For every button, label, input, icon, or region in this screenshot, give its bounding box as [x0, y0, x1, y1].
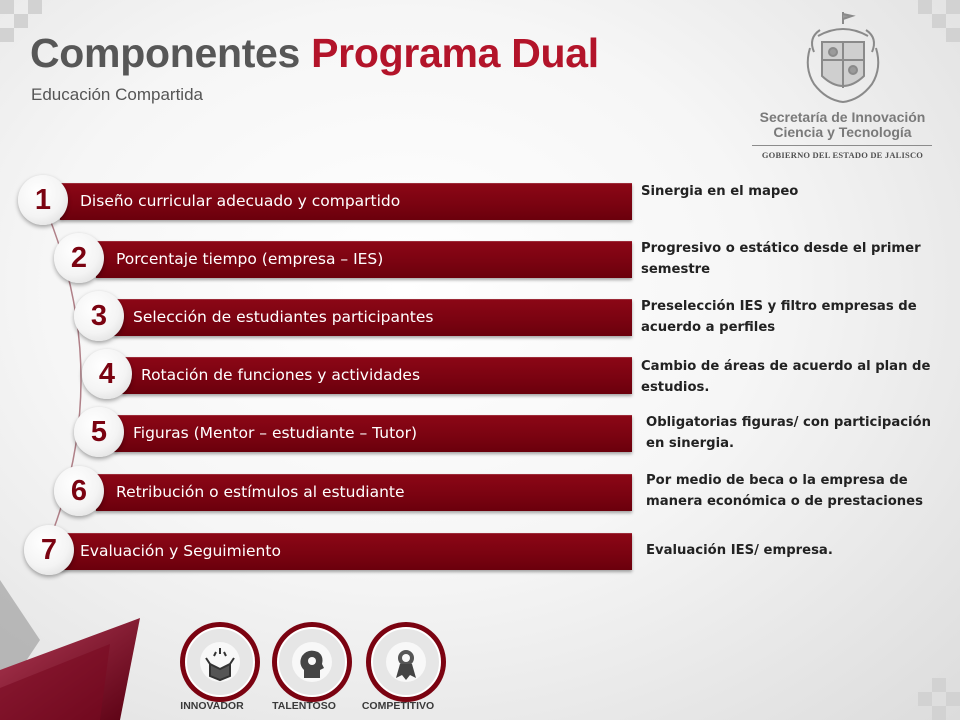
head-gear-icon: [270, 620, 354, 704]
component-label: Evaluación y Seguimiento: [80, 542, 281, 560]
component-note: Cambio de áreas de acuerdo al plan de estudios.: [641, 359, 931, 395]
title-accent: Programa Dual: [311, 30, 599, 76]
component-note: Evaluación IES/ empresa.: [646, 543, 833, 558]
decorative-ribbon: [0, 560, 150, 720]
open-box-icon: [178, 620, 262, 704]
component-note: Por medio de beca o la empresa de manera económica o de prestaciones: [646, 473, 923, 509]
number-badge: 1: [18, 175, 68, 225]
component-note: Sinergia en el mapeo: [641, 184, 799, 199]
badge-label: COMPETITIVO: [361, 700, 435, 712]
title-main: Componentes: [30, 30, 301, 76]
number-badge: 2: [54, 233, 104, 283]
number-badge: 5: [74, 407, 124, 457]
component-label: Porcentaje tiempo (empresa – IES): [116, 250, 384, 268]
medal-icon: [364, 620, 448, 704]
component-label: Rotación de funciones y actividades: [141, 366, 421, 384]
component-note: Obligatorias figuras/ con participación en sinergia.: [646, 415, 932, 451]
component-note: Progresivo o estático desde el primer semestre: [641, 241, 921, 277]
badge-label: INNOVADOR: [180, 700, 244, 712]
component-label: Diseño curricular adecuado y compartido: [80, 192, 401, 210]
logo-line-2: Ciencia y Tecnología: [773, 124, 912, 140]
component-label: Figuras (Mentor – estudiante – Tutor): [133, 424, 418, 442]
number-badge: 7: [24, 525, 74, 575]
badge-label: TALENTOSO: [272, 700, 336, 712]
number-badge: 4: [82, 349, 132, 399]
logo-line-1: Secretaría de Innovación: [759, 109, 926, 125]
component-note: Preselección IES y filtro empresas de acuerdo a perfiles: [641, 299, 917, 335]
component-label: Retribución o estímulos al estudiante: [116, 483, 405, 501]
logo-line-3: GOBIERNO DEL ESTADO DE JALISCO: [761, 150, 924, 160]
page-subtitle: Educación Compartida: [31, 85, 203, 104]
component-label: Selección de estudiantes participantes: [133, 308, 434, 326]
number-badge: 3: [74, 291, 124, 341]
number-badge: 6: [54, 466, 104, 516]
